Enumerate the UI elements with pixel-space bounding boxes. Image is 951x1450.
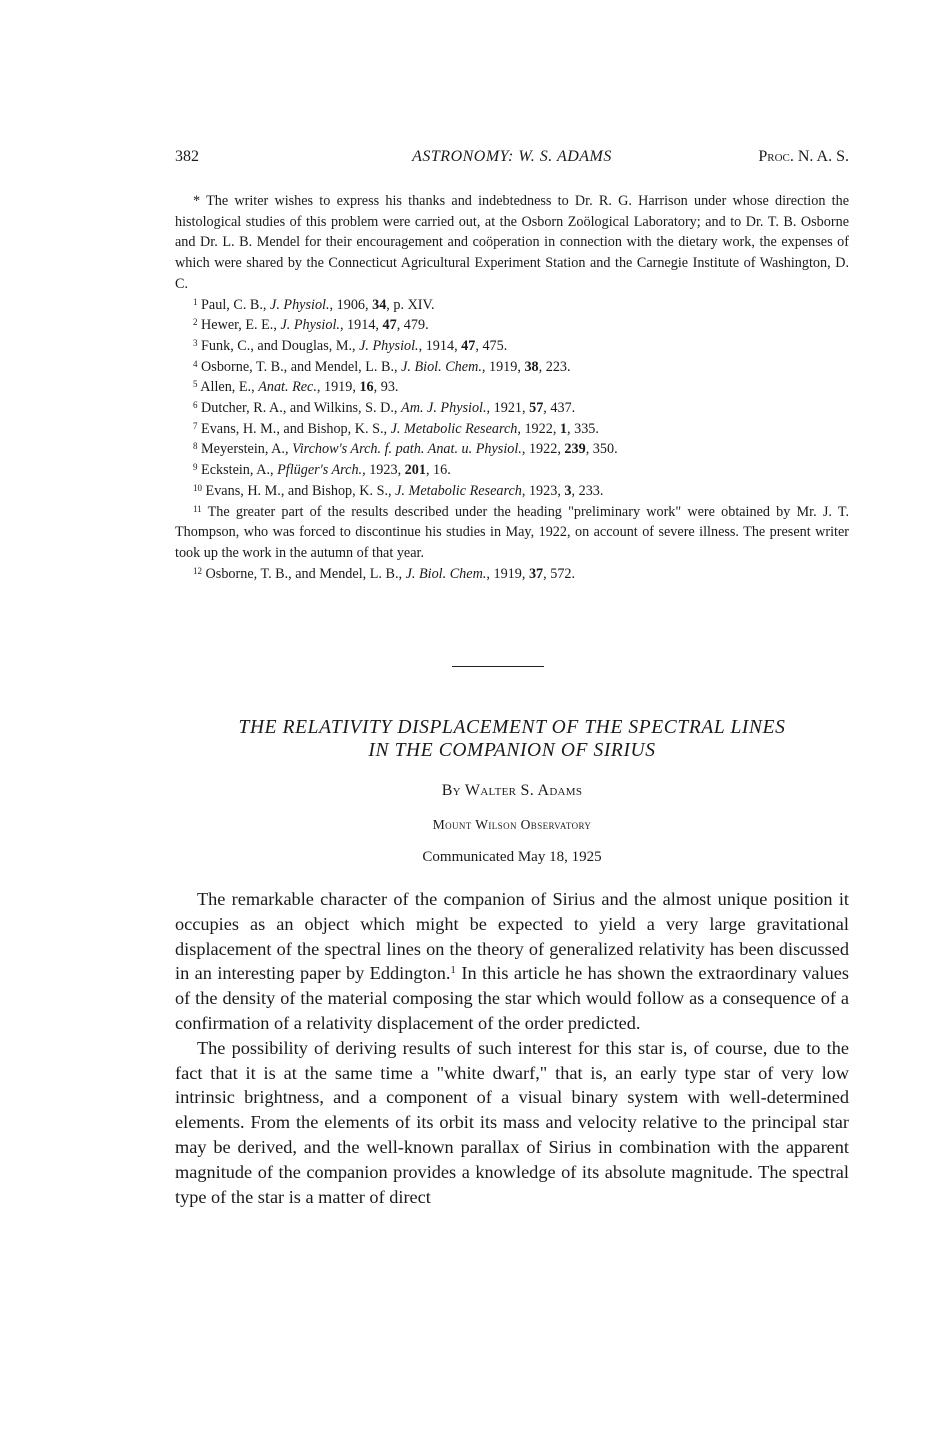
ref-number: 2 (193, 317, 198, 328)
ref-journal: Anat. Rec. (258, 379, 317, 396)
ref-authors: Osborne, T. B., and Mendel, L. B., (205, 565, 406, 582)
author-byline: By Walter S. Adams (441, 782, 583, 799)
reference-item (175, 295, 849, 316)
ref-volume: 57 (529, 400, 544, 417)
ref-pages: , 350. (585, 441, 618, 458)
ref-volume: 201 (404, 462, 426, 479)
ref-year: , 1919, (486, 565, 529, 582)
ref-journal: J. Metabolic Research (395, 482, 522, 499)
ref-volume: 239 (564, 441, 586, 458)
ref-pages: , 437. (543, 400, 576, 417)
ref-journal: Pflüger's Arch. (277, 462, 363, 479)
ref-authors: Eckstein, A., (201, 462, 278, 479)
ref-pages: , 335. (567, 420, 599, 437)
ref-authors: Allen, E., (200, 379, 259, 396)
ref-pages: , 93. (373, 379, 399, 396)
ref-pages: , 572. (543, 565, 576, 582)
ref-number: 7 (193, 420, 198, 431)
ref-year: , 1922, (517, 420, 560, 437)
ref-number: 5 (193, 379, 198, 390)
ref-volume: 47 (461, 337, 476, 354)
ref-number: 1 (193, 296, 198, 307)
ref-authors: Funk, C., and Douglas, M., (201, 337, 360, 354)
footnotes (175, 191, 849, 584)
ref-number: 9 (193, 462, 198, 473)
ref-volume: 34 (372, 296, 387, 313)
footnote-11 (175, 502, 849, 564)
ref-authors: Evans, H. M., and Bishop, K. S., (205, 482, 396, 499)
ref-pages: , 233. (571, 482, 604, 499)
running-title: ASTRONOMY: W. S. ADAMS (412, 148, 612, 165)
reference-12 (175, 564, 849, 585)
journal-abbrev: Proc. N. A. S. (758, 148, 849, 165)
ref-year: , 1919, (481, 358, 525, 375)
footnote-number: 11 (193, 503, 202, 514)
ref-year: , 1906, (329, 296, 373, 313)
ref-journal: J. Biol. Chem. (401, 358, 482, 375)
footnote-text: The greater part of the results described under the heading "preliminary work" were obtained by Mr. J. T. Thompson, who was forced to discontinue his studies in May, 1922, on account of severe illness. The present writer took up the work in the autumn of that year. (175, 503, 849, 561)
ref-year: , 1921, (486, 400, 530, 417)
reference-item (175, 336, 849, 357)
reference-item (175, 419, 849, 440)
ref-journal: J. Physiol. (280, 317, 340, 334)
communicated-date: Communicated May 18, 1925 (422, 849, 602, 865)
reference-item (175, 357, 849, 378)
ref-volume: 3 (564, 482, 572, 499)
page-header (175, 148, 849, 170)
ref-number: 6 (193, 400, 198, 411)
reference-item (175, 481, 849, 502)
article-body (175, 887, 849, 1209)
ref-number: 12 (193, 565, 202, 576)
ref-pages: , p. XIV. (386, 296, 435, 313)
reference-item (175, 439, 849, 460)
ref-year: , 1914, (418, 337, 462, 354)
page-number: 382 (175, 148, 199, 165)
ref-journal: J. Biol. Chem. (405, 565, 487, 582)
ref-authors: Osborne, T. B., and Mendel, L. B., (201, 358, 402, 375)
ref-number: 8 (193, 441, 198, 452)
paragraph-1-text: The remarkable character of the companion of Sirius and the almost unique position it occupies as an object which might be expected to yield a very large gravitational displacement of the spectral lines on the theory of generalized relativity has been discussed in an interesting paper by Eddington. (175, 889, 849, 984)
ref-journal: J. Physiol. (359, 337, 419, 354)
reference-item (175, 398, 849, 419)
ref-number: 10 (193, 482, 202, 493)
ref-number: 4 (193, 358, 198, 369)
ref-year: , 1922, (521, 441, 565, 458)
ref-number: 3 (193, 337, 198, 348)
ref-journal: J. Physiol. (270, 296, 330, 313)
title-line-1: THE RELATIVITY DISPLACEMENT OF THE SPECTRAL LINES (238, 717, 786, 738)
ref-pages: , 479. (396, 317, 429, 334)
ref-pages: , 475. (475, 337, 508, 354)
ref-volume: 1 (559, 420, 567, 437)
ref-authors: Hewer, E. E., (201, 317, 281, 334)
citation-marker: 1 (450, 964, 456, 977)
article-title (160, 716, 864, 762)
ref-journal: Am. J. Physiol. (401, 400, 487, 417)
ref-year: , 1919, (316, 379, 360, 396)
ref-volume: 38 (524, 358, 539, 375)
ref-volume: 16 (359, 379, 374, 396)
reference-item (175, 315, 849, 336)
ref-pages: , 16. (425, 462, 451, 479)
ref-authors: Dutcher, R. A., and Wilkins, S. D., (201, 400, 402, 417)
ref-pages: , 223. (538, 358, 571, 375)
paragraph-2: The possibility of deriving results of such interest for this star is, of course, due to the fact that it is at the same time a "white dwarf," that is, an early type star of very low intrinsic brightness, and a component of a visual binary system with well-determined elements. From the elements of its orbit its mass and velocity relative to the principal star may be derived, and the well-known parallax of Sirius in combination with the apparent magnitude of the companion provides a knowledge of its absolute magnitude. The spectral type of the star is a matter of direct (175, 1037, 849, 1207)
reference-item (175, 460, 849, 481)
paragraph-1-text-cont: In this article he has shown the extraordinary values of the density of the material composing the star which would follow as a consequence of a confirmation of a relativity displacement of the order predicted. (175, 963, 849, 1033)
ref-volume: 37 (528, 565, 544, 582)
ref-volume: 47 (382, 317, 397, 334)
ref-authors: Meyerstein, A., (201, 441, 293, 458)
ref-authors: Paul, C. B., (201, 296, 271, 313)
acknowledgement-note: * The writer wishes to express his thanks and indebtedness to Dr. R. G. Harrison under whose direction the histological studies of this problem were carried out, at the Osborn Zoölogical Laboratory; and to Dr. T. B. Osborne and Dr. L. B. Mendel for their encouragement and coöperation in connection with the dietary work, the expenses of which were shared by the Connecticut Agricultural Experiment Station and the Carnegie Institute of Washington, D. C. (175, 193, 849, 292)
ref-year: , 1923, (521, 482, 565, 499)
reference-list (175, 295, 849, 502)
ref-journal: Virchow's Arch. f. path. Anat. u. Physiol. (292, 441, 522, 458)
ref-authors: Evans, H. M., and Bishop, K. S., (201, 420, 391, 437)
section-divider (452, 666, 544, 667)
ref-year: , 1914, (339, 317, 383, 334)
paragraph-1 (175, 887, 849, 1036)
reference-item (175, 377, 849, 398)
author-affiliation: Mount Wilson Observatory (432, 817, 592, 832)
ref-year: , 1923, (362, 462, 405, 479)
ref-journal: J. Metabolic Research (390, 420, 518, 437)
title-line-2: IN THE COMPANION OF SIRIUS (368, 740, 656, 761)
